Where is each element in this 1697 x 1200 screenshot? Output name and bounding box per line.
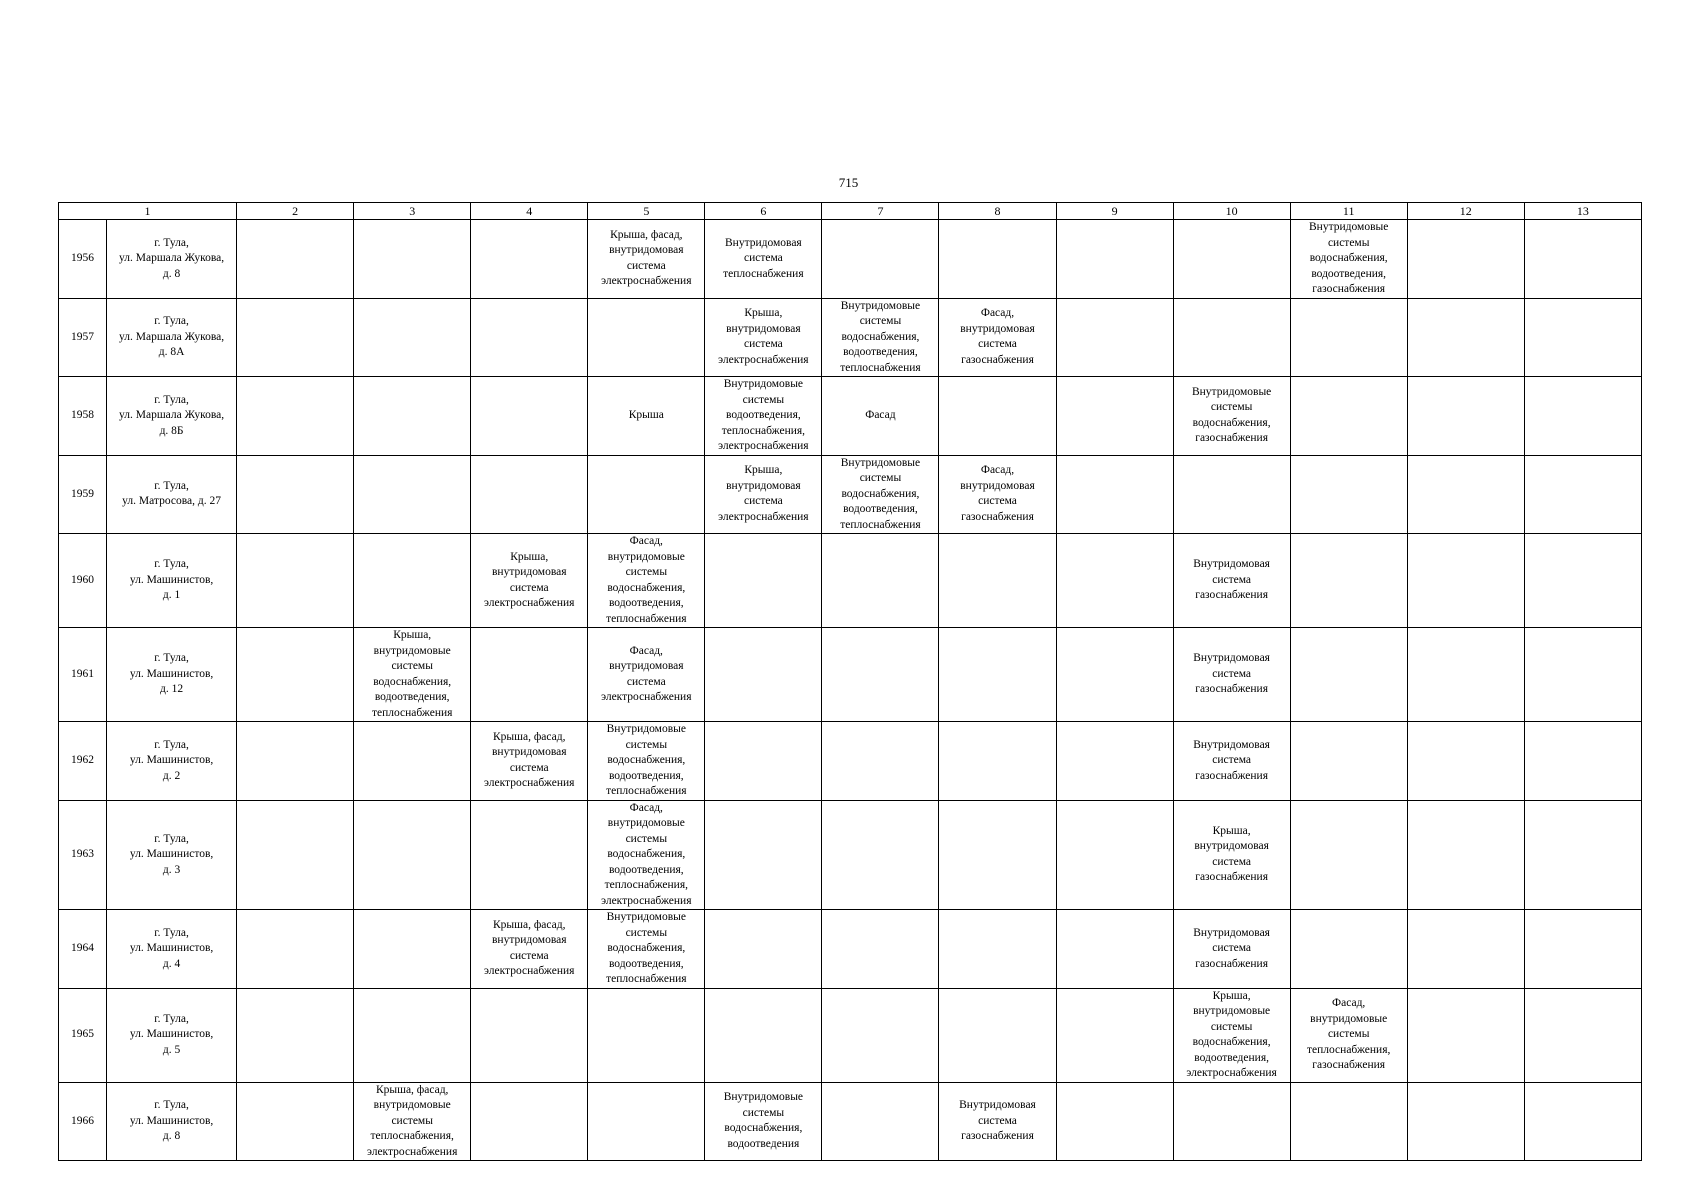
work-cell: [1173, 1082, 1290, 1161]
work-cell: [1407, 534, 1524, 628]
column-header: 9: [1056, 203, 1173, 220]
work-cell: Фасад, внутридомовая система газоснабжения: [939, 455, 1056, 534]
table-row: [59, 377, 1642, 456]
row-number: 1964: [59, 910, 107, 989]
work-cell: Внутридомовая система газоснабжения: [1173, 722, 1290, 801]
work-cell: [471, 1082, 588, 1161]
row-number: 1957: [59, 298, 107, 377]
work-cell: [237, 988, 354, 1082]
table-row: [59, 800, 1642, 910]
work-cell: [237, 298, 354, 377]
work-cell: Фасад, внутридомовые системы водоснабжения, водоотведения, теплоснабжения: [588, 534, 705, 628]
row-number: 1966: [59, 1082, 107, 1161]
column-header: 8: [939, 203, 1056, 220]
work-cell: [471, 800, 588, 910]
work-cell: [1290, 534, 1407, 628]
work-cell: [822, 628, 939, 722]
work-cell: [237, 534, 354, 628]
work-cell: Внутридомовые системы водоснабжения, водоотведения, теплоснабжения: [588, 910, 705, 989]
work-cell: [1056, 1082, 1173, 1161]
work-cell: [939, 628, 1056, 722]
work-cell: [1407, 628, 1524, 722]
work-cell: [471, 628, 588, 722]
work-cell: [1290, 910, 1407, 989]
repair-schedule-table: [58, 202, 1642, 1161]
work-cell: [1056, 722, 1173, 801]
table-row: [59, 910, 1642, 989]
work-cell: [1407, 377, 1524, 456]
work-cell: [1524, 1082, 1641, 1161]
work-cell: [705, 628, 822, 722]
work-cell: [237, 722, 354, 801]
work-cell: [1524, 534, 1641, 628]
work-cell: [1056, 534, 1173, 628]
address-cell: г. Тула, ул. Машинистов, д. 3: [107, 800, 237, 910]
work-cell: [1407, 722, 1524, 801]
row-number: 1960: [59, 534, 107, 628]
work-cell: [939, 722, 1056, 801]
work-cell: Внутридомовые системы водоснабжения, водоотведения, теплоснабжения: [822, 298, 939, 377]
column-header: 13: [1524, 203, 1641, 220]
work-cell: [354, 534, 471, 628]
work-cell: [1056, 800, 1173, 910]
row-number: 1959: [59, 455, 107, 534]
work-cell: Фасад, внутридомовая система электроснабжения: [588, 628, 705, 722]
address-cell: г. Тула, ул. Маршала Жукова, д. 8: [107, 220, 237, 299]
work-cell: Крыша, фасад, внутридомовая система электроснабжения: [588, 220, 705, 299]
work-cell: [939, 220, 1056, 299]
work-cell: [354, 377, 471, 456]
work-cell: [1056, 298, 1173, 377]
work-cell: [1524, 298, 1641, 377]
work-cell: [1290, 455, 1407, 534]
row-number: 1956: [59, 220, 107, 299]
column-header: 12: [1407, 203, 1524, 220]
table-row: [59, 722, 1642, 801]
work-cell: [705, 910, 822, 989]
work-cell: [1173, 298, 1290, 377]
work-cell: Крыша, фасад, внутридомовая система электроснабжения: [471, 722, 588, 801]
column-header: 4: [471, 203, 588, 220]
work-cell: Крыша, фасад, внутридомовая система электроснабжения: [471, 910, 588, 989]
work-cell: [1407, 220, 1524, 299]
work-cell: Фасад, внутридомовые системы теплоснабжения, газоснабжения: [1290, 988, 1407, 1082]
work-cell: Внутридомовая система газоснабжения: [1173, 628, 1290, 722]
work-cell: [1290, 628, 1407, 722]
address-cell: г. Тула, ул. Машинистов, д. 12: [107, 628, 237, 722]
address-cell: г. Тула, ул. Машинистов, д. 5: [107, 988, 237, 1082]
work-cell: [354, 298, 471, 377]
work-cell: [1056, 628, 1173, 722]
work-cell: Крыша, внутридомовая система электроснабжения: [471, 534, 588, 628]
page-number: 715: [838, 175, 859, 190]
address-cell: г. Тула, ул. Маршала Жукова, д. 8А: [107, 298, 237, 377]
work-cell: Внутридомовые системы водоснабжения, водоотведения, теплоснабжения: [822, 455, 939, 534]
address-cell: г. Тула, ул. Матросова, д. 27: [107, 455, 237, 534]
table-row: [59, 455, 1642, 534]
row-number: 1961: [59, 628, 107, 722]
work-cell: [939, 800, 1056, 910]
work-cell: [1407, 298, 1524, 377]
work-cell: [1056, 220, 1173, 299]
work-cell: [705, 800, 822, 910]
work-cell: [1524, 628, 1641, 722]
column-header: 7: [822, 203, 939, 220]
work-cell: [588, 1082, 705, 1161]
work-cell: [822, 988, 939, 1082]
work-cell: [588, 298, 705, 377]
work-cell: Внутридомовые системы водоснабжения, водоотведения: [705, 1082, 822, 1161]
work-cell: [354, 722, 471, 801]
work-cell: [237, 800, 354, 910]
work-cell: Крыша, внутридомовая система газоснабжения: [1173, 800, 1290, 910]
work-cell: [354, 988, 471, 1082]
work-cell: [1524, 988, 1641, 1082]
column-header: 10: [1173, 203, 1290, 220]
row-number: 1963: [59, 800, 107, 910]
column-header: 2: [237, 203, 354, 220]
work-cell: Фасад, внутридомовые системы водоснабжения, водоотведения, теплоснабжения, электроснабжения: [588, 800, 705, 910]
work-cell: [822, 534, 939, 628]
work-cell: [705, 722, 822, 801]
work-cell: [237, 628, 354, 722]
work-cell: [1173, 455, 1290, 534]
work-cell: [1524, 910, 1641, 989]
work-cell: [354, 910, 471, 989]
work-cell: Внутридомовые системы водоотведения, теплоснабжения, электроснабжения: [705, 377, 822, 456]
work-cell: [822, 800, 939, 910]
work-cell: [705, 988, 822, 1082]
work-cell: [1056, 910, 1173, 989]
work-cell: [1524, 455, 1641, 534]
work-cell: Крыша: [588, 377, 705, 456]
row-number: 1962: [59, 722, 107, 801]
work-cell: [939, 377, 1056, 456]
work-cell: Крыша, внутридомовая система электроснабжения: [705, 455, 822, 534]
work-cell: [1290, 722, 1407, 801]
work-cell: [237, 910, 354, 989]
work-cell: [1524, 220, 1641, 299]
column-header: 5: [588, 203, 705, 220]
work-cell: Крыша, внутридомовые системы водоснабжения, водоотведения, теплоснабжения: [354, 628, 471, 722]
table-row: [59, 988, 1642, 1082]
address-cell: г. Тула, ул. Машинистов, д. 1: [107, 534, 237, 628]
work-cell: [471, 220, 588, 299]
address-cell: г. Тула, ул. Машинистов, д. 4: [107, 910, 237, 989]
work-cell: [705, 534, 822, 628]
work-cell: [1407, 1082, 1524, 1161]
work-cell: [1407, 988, 1524, 1082]
column-header: 3: [354, 203, 471, 220]
work-cell: [237, 377, 354, 456]
work-cell: [471, 988, 588, 1082]
table-row: [59, 220, 1642, 299]
work-cell: [1407, 800, 1524, 910]
work-cell: Внутридомовая система газоснабжения: [1173, 910, 1290, 989]
work-cell: [354, 455, 471, 534]
work-cell: [237, 1082, 354, 1161]
work-cell: [1056, 988, 1173, 1082]
work-cell: [1524, 800, 1641, 910]
work-cell: Внутридомовые системы водоснабжения, водоотведения, газоснабжения: [1290, 220, 1407, 299]
work-cell: Внутридомовая система теплоснабжения: [705, 220, 822, 299]
work-cell: [1290, 1082, 1407, 1161]
work-cell: [1407, 910, 1524, 989]
work-cell: [471, 377, 588, 456]
table-row: [59, 534, 1642, 628]
work-cell: [1290, 377, 1407, 456]
work-cell: Фасад: [822, 377, 939, 456]
work-cell: [471, 455, 588, 534]
work-cell: Крыша, фасад, внутридомовые системы теплоснабжения, электроснабжения: [354, 1082, 471, 1161]
work-cell: [822, 220, 939, 299]
address-cell: г. Тула, ул. Машинистов, д. 8: [107, 1082, 237, 1161]
work-cell: [822, 1082, 939, 1161]
header-row: [59, 203, 1642, 220]
work-cell: [588, 988, 705, 1082]
work-cell: [1056, 455, 1173, 534]
work-cell: [588, 455, 705, 534]
address-cell: г. Тула, ул. Машинистов, д. 2: [107, 722, 237, 801]
work-cell: [354, 800, 471, 910]
work-cell: [822, 910, 939, 989]
work-cell: [471, 298, 588, 377]
work-cell: [1290, 298, 1407, 377]
work-cell: [1056, 377, 1173, 456]
column-header: 1: [59, 203, 237, 220]
work-cell: [237, 220, 354, 299]
work-cell: [354, 220, 471, 299]
column-header: 11: [1290, 203, 1407, 220]
work-cell: Внутридомовая система газоснабжения: [939, 1082, 1056, 1161]
work-cell: [939, 534, 1056, 628]
work-cell: [237, 455, 354, 534]
work-cell: [822, 722, 939, 801]
table-row: [59, 1082, 1642, 1161]
work-cell: [1407, 455, 1524, 534]
work-cell: Фасад, внутридомовая система газоснабжения: [939, 298, 1056, 377]
table-row: [59, 628, 1642, 722]
table-row: [59, 298, 1642, 377]
work-cell: [939, 988, 1056, 1082]
work-cell: [1290, 800, 1407, 910]
work-cell: Внутридомовые системы водоснабжения, водоотведения, теплоснабжения: [588, 722, 705, 801]
work-cell: Внутридомовая система газоснабжения: [1173, 534, 1290, 628]
work-cell: [1524, 722, 1641, 801]
row-number: 1965: [59, 988, 107, 1082]
work-cell: [1524, 377, 1641, 456]
work-cell: Внутридомовые системы водоснабжения, газоснабжения: [1173, 377, 1290, 456]
work-cell: [1173, 220, 1290, 299]
row-number: 1958: [59, 377, 107, 456]
work-cell: Крыша, внутридомовая система электроснабжения: [705, 298, 822, 377]
work-cell: Крыша, внутридомовые системы водоснабжения, водоотведения, электроснабжения: [1173, 988, 1290, 1082]
column-header: 6: [705, 203, 822, 220]
work-cell: [939, 910, 1056, 989]
address-cell: г. Тула, ул. Маршала Жукова, д. 8Б: [107, 377, 237, 456]
